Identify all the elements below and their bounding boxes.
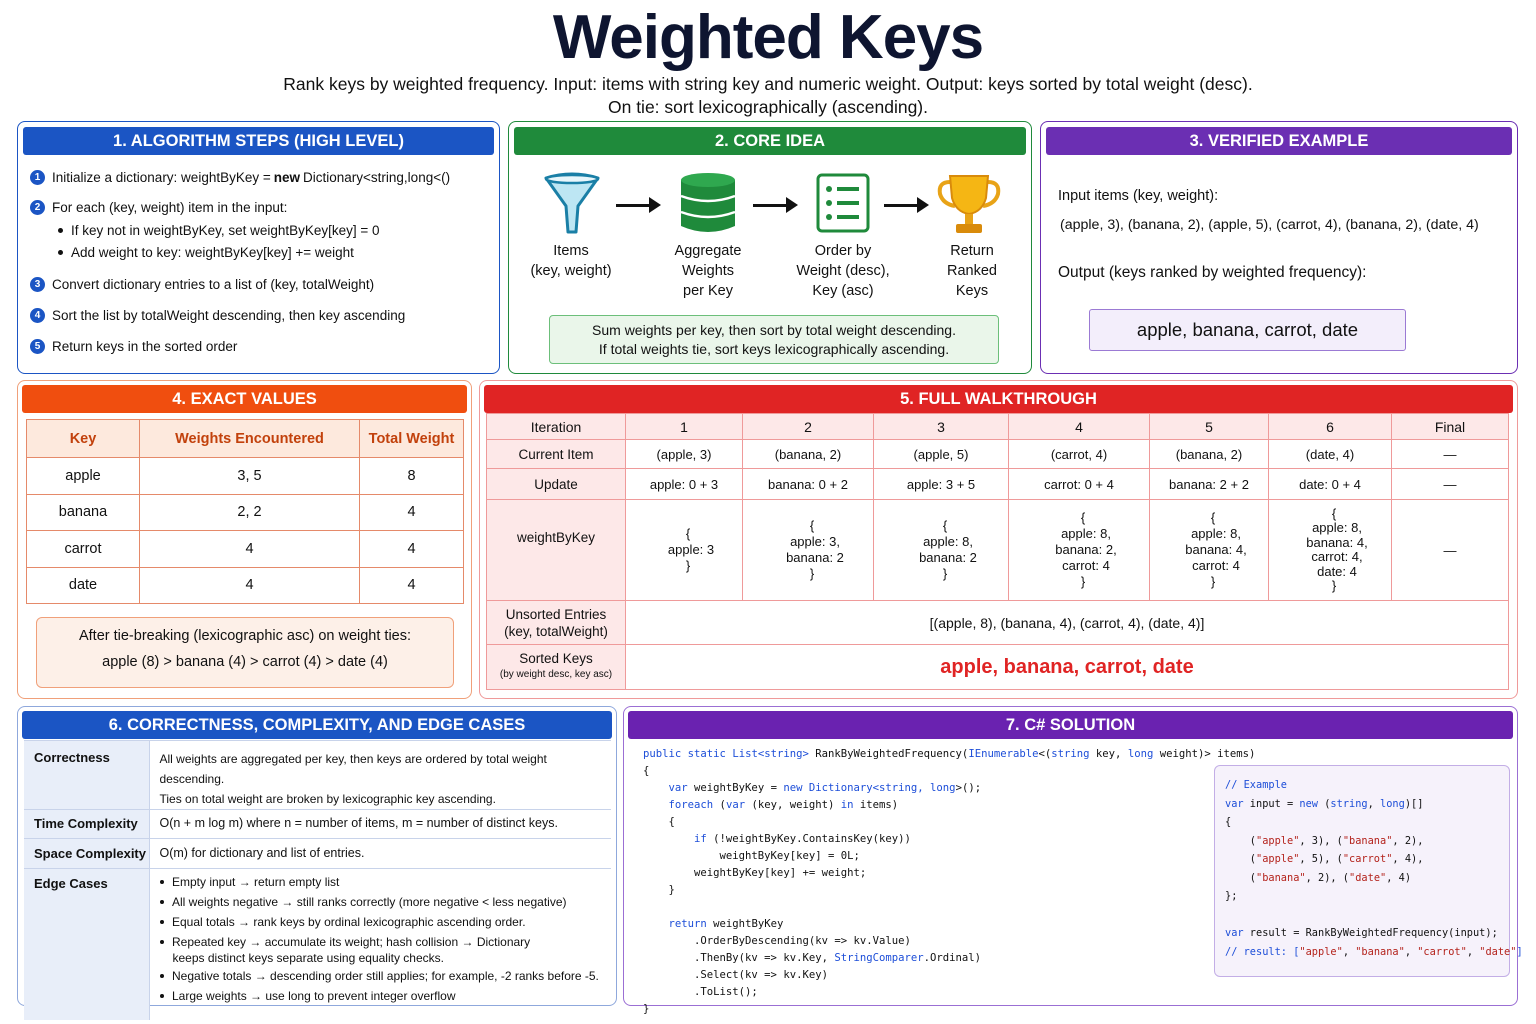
table-row: carrot 4 4 <box>27 531 464 568</box>
panel-header: 1. ALGORITHM STEPS (HIGH LEVEL) <box>23 127 494 155</box>
panel-header: 2. CORE IDEA <box>514 127 1026 155</box>
exact-values-panel <box>17 380 472 699</box>
panel-header: 6. CORRECTNESS, COMPLEXITY, AND EDGE CASES <box>22 711 612 739</box>
core-idea-panel <box>508 121 1032 374</box>
table-row: Correctness All weights are aggregated per key, then keys are ordered by total weight descending. Ties on total weight are broken by lexicographic key ascending. <box>24 741 611 810</box>
output-value: apple, banana, carrot, date <box>1089 309 1406 351</box>
tie-break-note: After tie-breaking (lexicographic asc) on weight ties: apple (8) > banana (4) > carrot (4) > date (4) <box>36 617 454 688</box>
table-row: Space Complexity O(m) for dictionary and list of entries. <box>24 839 611 869</box>
sub-bullet: If key not in weightByKey, set weightByKey[key] = 0 <box>58 223 380 238</box>
step-1: 1 Initialize a dictionary: weightByKey = new Dictionary<string,long<() <box>30 170 450 185</box>
arrow-icon <box>753 204 795 207</box>
list-icon <box>815 172 871 234</box>
algorithm-steps-panel <box>17 121 500 374</box>
table-row: apple 3, 5 8 <box>27 458 464 495</box>
step-5: 5 Return keys in the sorted order <box>30 339 237 354</box>
panel-header: 4. EXACT VALUES <box>22 385 467 413</box>
code-block: public static List<string> RankByWeightedFrequency(IEnumerable<(string key, long weight)> items) { var weightByKey = new Dictionary<string, long>(); foreach (var (key, weight) in items) { if (!weightByKey.ContainsKey(key)) weightByKey[key] = 0L; weightByKey[key] += weight; } return weightByKey .OrderByDescending(kv => kv.Value) .ThenBy(kv => kv.Key, StringComparer.Ordinal) .Select(kv => kv.Key) .ToList(); } <box>643 748 1256 1015</box>
table-row: Unsorted Entries (key, totalWeight) [(apple, 8), (banana, 4), (carrot, 4), (date, 4)] <box>487 601 1509 645</box>
solution-panel <box>623 706 1523 1015</box>
correctness-panel <box>17 706 617 1006</box>
table-row: Edge Cases Empty input → return empty list All weights negative → still ranks correctly (more negative < less negative) Equal totals → rank keys by ordinal lexicographic ascending order. Repeated key → accumulate its weight; hash collision → Dictionary keeps distinct keys separate using equality checks. Negative totals → descending order still applies; for example, -2 ranks before -5. Large weights → use long to prevent integer overflow <box>24 869 611 1020</box>
table-row: date 4 4 <box>27 567 464 604</box>
flow-label-aggregate: Aggregate Weights per Key <box>674 243 742 299</box>
page-subtitle-line1: Rank keys by weighted frequency. Input: items with string key and numeric weight. Output: keys sorted by total weight (desc). <box>283 74 1253 94</box>
flow-label-return: Return Ranked Keys <box>947 243 997 299</box>
output-label: Output (keys ranked by weighted frequency): <box>1058 264 1367 281</box>
flow-label-items: Items (key, weight) <box>530 243 612 279</box>
core-idea-note: Sum weights per key, then sort by total weight descending. If total weights tie, sort keys lexicographically ascending. <box>549 315 999 364</box>
walkthrough-table <box>486 413 1509 690</box>
trophy-icon <box>936 172 1002 238</box>
table-row: Iteration 1 2 3 4 5 6 Final <box>487 414 1509 440</box>
verified-example-panel <box>1040 121 1518 374</box>
table-row: Update apple: 0 + 3 banana: 0 + 2 apple: 3 + 5 carrot: 0 + 4 banana: 2 + 2 date: 0 + 4 — <box>487 469 1509 500</box>
correctness-table <box>24 740 611 1020</box>
input-label: Input items (key, weight): <box>1058 188 1219 204</box>
panel-header: 7. C# SOLUTION <box>628 711 1513 739</box>
walkthrough-panel <box>479 380 1518 699</box>
step-3: 3 Convert dictionary entries to a list of (key, totalWeight) <box>30 277 374 292</box>
exact-values-table: Key Weights Encountered Total Weight apple 3, 5 8 banana 2, 2 4 carrot 4 4 date 4 4 <box>26 419 464 604</box>
funnel-icon <box>542 172 602 238</box>
panel-header: 5. FULL WALKTHROUGH <box>484 385 1513 413</box>
panel-header: 3. VERIFIED EXAMPLE <box>1046 127 1512 155</box>
arrow-icon <box>616 204 658 207</box>
database-icon <box>678 172 738 238</box>
input-value: (apple, 3), (banana, 2), (apple, 5), (carrot, 4), (banana, 2), (date, 4) <box>1060 217 1479 233</box>
step-2: 2 For each (key, weight) item in the input: <box>30 200 287 215</box>
page-subtitle-line2: On tie: sort lexicographically (ascending). <box>607 97 928 117</box>
table-row: weightByKey { apple: 3 } { apple: 3, banana: 2 } { apple: 8, banana: 2 } { apple: 8, banana: 2, carrot: 4 } { apple: 8, banana: 4, carrot: 4 } { apple: 8, banana: 4, carrot: 4, date: 4 } — <box>487 500 1509 601</box>
table-row: Current Item (apple, 3) (banana, 2) (apple, 5) (carrot, 4) (banana, 2) (date, 4) — <box>487 440 1509 469</box>
table-row: banana 2, 2 4 <box>27 494 464 531</box>
table-row: Sorted Keys (by weight desc, key asc) apple, banana, carrot, date <box>487 645 1509 690</box>
sub-bullet: Add weight to key: weightByKey[key] += weight <box>58 245 354 260</box>
example-code-box: // Example var input = new (string, long)[] { ("apple", 3), ("banana", 2), ("apple", 5), ("carrot", 4), ("banana", 2), ("date", 4) }; var result = RankByWeightedFrequency(input); // result: ["apple", "banana", "carrot", "date"] <box>1214 765 1510 977</box>
flow-label-order: Order by Weight (desc), Key (asc) <box>796 243 890 299</box>
arrow-icon <box>884 204 926 207</box>
page-title: Weighted Keys <box>552 3 984 72</box>
step-4: 4 Sort the list by totalWeight descending, then key ascending <box>30 308 405 323</box>
table-row: Time Complexity O(n + m log m) where n = number of items, m = number of distinct keys. <box>24 810 611 839</box>
